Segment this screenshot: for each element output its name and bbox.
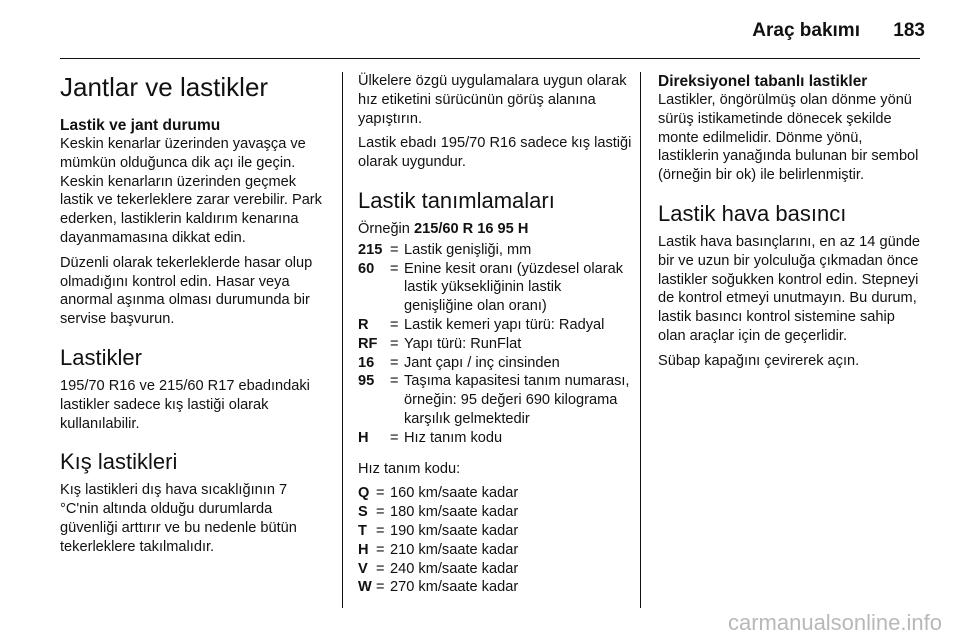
term: W [358,579,372,596]
equals: = [390,260,399,277]
speed-code-item [358,484,633,503]
description: 190 km/saate kadar [390,522,519,539]
example-line [358,220,633,239]
header-rule [60,58,920,59]
paragraph: Sübap kapağını çevirerek açın. [658,352,860,369]
designation-item [358,316,633,335]
equals: = [376,541,385,558]
equals: = [390,316,399,333]
description: Lastik genişliği, mm [404,241,532,258]
equals: = [390,335,399,352]
section-heading-tire-rim-condition: Lastik ve jant durumu [60,117,221,134]
example-prefix: Örneğin [358,220,414,237]
speed-code-list [358,484,633,597]
paragraph: 195/70 R16 ve 215/60 R17 ebadındaki lastikler sadece kış lastiği olarak kullanılabilir. [60,377,310,432]
equals: = [376,504,385,521]
equals: = [390,429,399,446]
section-heading-tire-designations: Lastik tanımlamaları [358,187,555,213]
description: 180 km/saate kadar [390,504,519,521]
term: 16 [358,354,375,371]
description: Hız tanım kodu [404,429,503,446]
column-divider [342,72,343,608]
designation-item [358,372,633,428]
paragraph: Ülkelere özgü uygulamalara uygun olarak hız etiketini sürücünün görüş alanına yapıştırın. [358,73,627,127]
designation-item [358,335,633,354]
description: 210 km/saate kadar [390,541,519,558]
speed-code-item [358,541,633,560]
column-left [60,72,326,563]
term: T [358,522,367,539]
description: Lastik kemeri yapı türü: Radyal [404,316,605,333]
term: H [358,429,369,446]
term: RF [358,335,378,352]
speed-code-title: Hız tanım kodu: [358,460,461,477]
description: Jant çapı / inç cinsinden [404,354,560,371]
description: Taşıma kapasitesi tanım numarası, örneğin: 95 değeri 690 kilograma karşılık gelmektedir [404,373,630,427]
term: 215 [358,241,383,258]
designation-list [358,241,633,448]
section-heading-tires: Lastikler [60,344,142,370]
equals: = [376,560,385,577]
paragraph: Keskin kenarlar üzerinden yavaşça ve mümkün olduğunca dik açı ile geçin. Keskin kenarların üzerinden geçmek lastik ve tekerleklere zarar verebilir. Park ederken, lastiklerin kaldırım kenarına dayanmamasına dikkat edin. [60,136,322,246]
description: 160 km/saate kadar [390,485,519,502]
watermark: carmanualsonline.info [727,610,942,635]
term: R [358,316,369,333]
paragraph: Kış lastikleri dış hava sıcaklığının 7 °C'nin altında olduğu durumlarda güvenliği arttırır ve bu nedenle bütün tekerleklere takılmalıdır. [60,482,297,555]
designation-item [358,354,633,373]
section-heading-winter-tires: Kış lastikleri [60,449,178,475]
description: Yapı türü: RunFlat [404,335,522,352]
speed-code-item [358,560,633,579]
paragraph: Lastikler, öngörülmüş olan dönme yönü sürüş istikametinde dönecek şekilde monte edilmelidir. Dönme yönü, lastiklerin yanağında bulunan bir sembol (örneğin bir ok) ile belirlenmiştir. [658,92,919,184]
equals: = [376,485,385,502]
equals: = [390,241,399,258]
equals: = [390,373,399,390]
term: S [358,504,368,521]
description: 270 km/saate kadar [390,579,519,596]
column-divider [640,72,641,608]
chapter-heading: Jantlar ve lastikler [60,72,269,102]
term: Q [358,485,370,502]
section-heading-directional-tires: Direksiyonel tabanlı lastikler [658,73,868,90]
speed-code-item [358,503,633,522]
term: V [358,560,368,577]
running-header-title: Araç bakımı [752,20,860,41]
designation-item [358,260,633,316]
speed-code-item [358,522,633,541]
paragraph: Lastik ebadı 195/70 R16 sadece kış lastiği olarak uygundur. [358,135,632,171]
term: 60 [358,260,375,277]
paragraph: Lastik hava basınçlarını, en az 14 günde bir ve uzun bir yolculuğa çıkmadan önce lastikler soğukken kontrol edin. Stepneyi de kontrol etmeyi unutmayın. Bu durum, lastik basıncı kontrol sistemine sahip olan araçlar için de geçerlidir. [658,233,921,344]
description: Enine kesit oranı (yüzdesel olarak lastik yüksekliğinin lastik genişliğine olan oranı) [404,260,624,315]
equals: = [390,354,399,371]
description: 240 km/saate kadar [390,560,519,577]
page-number: 183 [893,20,925,41]
paragraph: Düzenli olarak tekerleklerde hasar olup olmadığını kontrol edin. Hasar veya anormal aşınma olması durumunda bir servise başvurun. [60,254,313,328]
example-code: 215/60 R 16 95 H [413,220,529,237]
equals: = [376,522,385,539]
designation-item [358,241,633,260]
equals: = [376,579,385,596]
term: H [358,541,369,558]
term: 95 [358,373,375,390]
column-middle [358,72,633,605]
column-right [658,72,923,377]
designation-item [358,429,633,448]
section-heading-tire-pressure: Lastik hava basıncı [658,200,847,226]
speed-code-item [358,578,633,597]
